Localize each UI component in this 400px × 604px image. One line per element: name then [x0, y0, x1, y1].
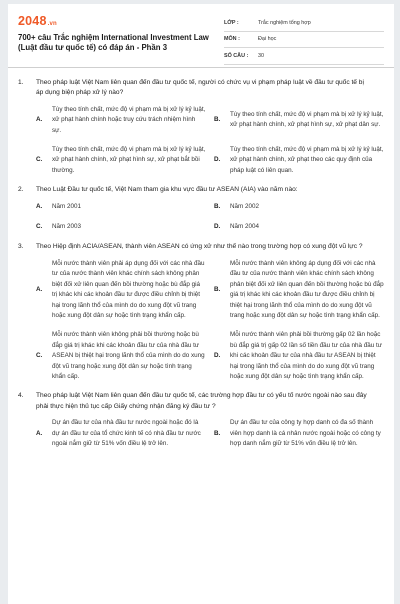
- answer-option-a[interactable]: [36, 259, 206, 321]
- answer-option-b[interactable]: [214, 105, 384, 136]
- option-text: Tùy theo tính chất, mức độ vi phạm mà bị xử lý kỷ luật, xử phạt hành chính, xử phạt theo các quy định của pháp luật có liên quan.: [230, 146, 384, 174]
- meta-key: LỚP :: [224, 19, 239, 26]
- answer-option-d[interactable]: [214, 145, 384, 176]
- option-letter: D.: [214, 156, 221, 164]
- option-text: Năm 2002: [230, 202, 260, 210]
- question-1: [8, 78, 394, 185]
- document-title: 700+ câu Trắc nghiệm International Investment Law (Luật đầu tư quốc tế) có đáp án - Phần 3: [18, 33, 209, 52]
- meta-key: SỐ CÂU :: [224, 52, 249, 59]
- answer-option-d[interactable]: [214, 222, 384, 232]
- meta-row-class: [224, 15, 384, 32]
- document-page: [8, 4, 394, 604]
- meta-value: Trắc nghiệm tổng hợp: [258, 19, 311, 26]
- meta-value: 30: [258, 52, 264, 59]
- question-prompt: [18, 78, 384, 99]
- option-text: Mỗi nước thành viên không áp dụng đối với các nhà đầu tư của nước thành viên khác chính sách không phân biệt đối xử liên quan đến bồi thường hoặc bù đắp giá trị khác khi các khoản đầu tư được điều chỉnh bị thiệt hại trong lãnh thổ của mình do do xung đột vũ trang hoặc xung đột dân sự hoặc tình trạng khẩn cấp.: [230, 259, 384, 319]
- option-letter: C.: [36, 352, 43, 360]
- question-number: 1.: [18, 79, 24, 86]
- answer-option-c[interactable]: [36, 145, 206, 176]
- answer-option-d[interactable]: [214, 330, 384, 382]
- answer-option-c[interactable]: [36, 222, 206, 232]
- meta-key: MÔN :: [224, 36, 240, 43]
- option-text: Năm 2001: [52, 202, 82, 210]
- answer-option-b[interactable]: [214, 259, 384, 321]
- answer-option-a[interactable]: [36, 418, 206, 449]
- option-letter: B.: [214, 429, 221, 437]
- option-letter: C.: [36, 223, 43, 231]
- option-text: Mỗi nước thành viên phải bồi thường gấp 02 lần hoặc bù đắp giá trị gấp 02 lần số tiền đầu tư của nhà đầu tư khi các khoản đầu tư của nhà đầu tư ASEAN bị thiệt hại trong lãnh thổ của mình do do xung đột vũ trang hoặc xung đột dân sự hoặc tình trạng khẩn cấp.: [230, 331, 382, 380]
- option-text: Tùy theo tính chất, mức độ vi phạm mà bị xử lý kỷ luật, xử phạt hành chính, xử phạt hình sự, xử phạt dân sự.: [230, 111, 384, 129]
- question-4: [8, 391, 394, 458]
- answer-option-c[interactable]: [36, 330, 206, 382]
- option-letter: D.: [214, 223, 221, 231]
- option-text: Dự án đầu tư của nhà đầu tư nước ngoài hoặc đó là dự án đầu tư của tổ chức kinh tế có nhà đầu tư nước ngoài nắm giữ từ 51% vốn điều lệ trở lên.: [52, 419, 201, 447]
- meta-row-question-count: [224, 48, 384, 65]
- option-letter: A.: [36, 202, 43, 210]
- option-text: Năm 2003: [52, 223, 82, 231]
- answer-option-b[interactable]: [214, 418, 384, 449]
- question-number: 4.: [18, 392, 24, 400]
- option-letter: D.: [214, 352, 221, 360]
- answer-options: [18, 105, 384, 185]
- option-text: Năm 2004: [230, 223, 260, 231]
- question-list: [8, 78, 394, 458]
- option-letter: B.: [214, 116, 221, 124]
- document-header: [8, 4, 394, 68]
- question-3: [8, 242, 394, 391]
- question-number: 2.: [18, 186, 24, 194]
- answer-options: [18, 259, 384, 391]
- meta-row-subject: [224, 32, 384, 49]
- option-text: Mỗi nước thành viên phải áp dụng đối với các nhà đầu tư của nước thành viên khác chính sách không phân biệt đối xử liên quan đến bồi thường hoặc bù đắp giá trị khác khi các khoản đầu tư được điều chỉnh bị thiệt hại trong lãnh thổ của mình do do xung đột vũ trang hoặc xung đột dân sự hoặc tình trạng khẩn cấp.: [52, 259, 205, 319]
- option-letter: A.: [36, 285, 43, 293]
- question-2: [8, 185, 394, 242]
- question-number: 3.: [18, 243, 24, 251]
- answer-option-a[interactable]: [36, 105, 206, 136]
- answer-option-b[interactable]: [214, 202, 384, 212]
- question-text: Theo Hiệp định ACIA/ASEAN, thành viên ASEAN có ứng xử như thế nào trong trường hợp có xung đột vũ lực ?: [36, 243, 363, 251]
- option-letter: B.: [214, 285, 221, 293]
- option-text: Dự án đầu tư của công ty hợp danh có đa số thành viên hợp danh là cá nhân nước ngoài hoặc có công ty hợp danh nắm giữ từ 51% vốn điều lệ trở lên.: [230, 419, 381, 447]
- question-prompt: [18, 242, 384, 252]
- question-prompt: [18, 391, 384, 412]
- option-letter: A.: [36, 116, 43, 124]
- option-letter: B.: [214, 202, 221, 210]
- site-logo[interactable]: 2048.vn: [18, 14, 57, 28]
- meta-value: Đại học: [258, 36, 277, 43]
- document-meta: [224, 15, 384, 65]
- answer-options: [18, 202, 384, 243]
- question-prompt: [18, 185, 384, 195]
- option-text: Mỗi nước thành viên không phải bồi thường hoặc bù đắp giá trị khác khi các khoản đầu tư của nhà đầu tư ASEAN bị thiệt hại trong lãnh thổ của mình do do xung đột vũ trang hoặc xung đột dân sự hoặc tình trạng khẩn cấp.: [52, 331, 205, 380]
- option-letter: A.: [36, 429, 43, 437]
- answer-option-a[interactable]: [36, 202, 206, 212]
- question-text: Theo pháp luật Việt Nam liên quan đến đầu tư quốc tế, người có chức vụ vi phạm pháp luật về đầu tư quốc tế bị áp dụng biện pháp xử lý nào?: [36, 79, 364, 97]
- answer-options: [18, 418, 384, 458]
- question-text: Theo Luật Đầu tư quốc tế, Việt Nam tham gia khu vực đầu tư ASEAN (AIA) vào năm nào:: [36, 186, 298, 194]
- option-text: Tùy theo tính chất, mức độ vi phạm mà bị xử lý kỷ luật, xử phạt hành chính hoặc truy cứu trách nhiệm hình sự.: [52, 105, 206, 134]
- option-text: Tùy theo tính chất, mức độ vi phạm mà bị xử lý kỷ luật, xử phạt hành chính, xử phạt hình sự, xử phạt bắt bồi thường.: [52, 146, 206, 174]
- question-text: Theo pháp luật Việt Nam liên quan đến đầu tư quốc tế, các trường hợp đầu tư có yếu tố nước ngoài nào sau đây phải thực hiện thủ tục cấp Giấy chứng nhận đăng ký đầu tư ?: [36, 392, 367, 410]
- option-letter: C.: [36, 156, 43, 164]
